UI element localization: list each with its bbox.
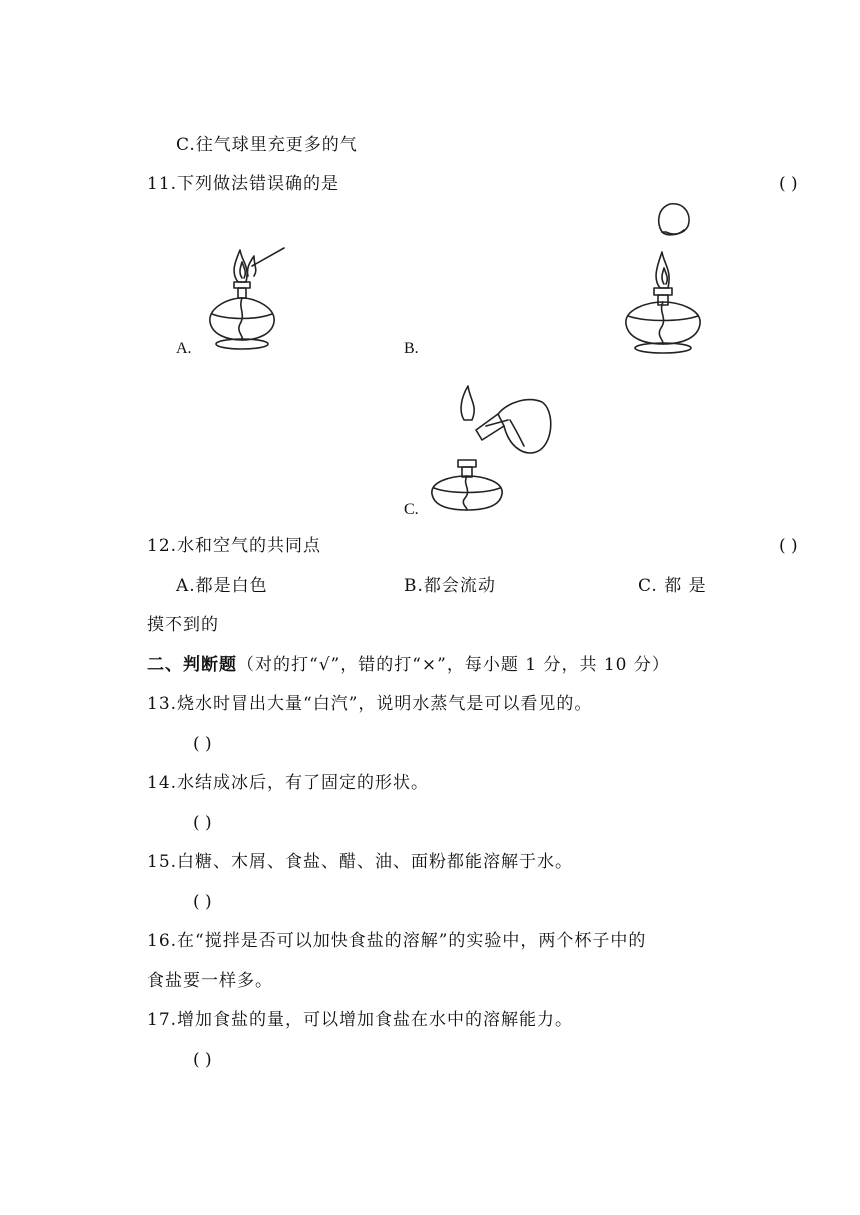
q14-stem: 14.水结成冰后，有了固定的形状。: [147, 773, 430, 793]
alcohol-lamp-lighting-lamp-image: [424, 380, 564, 516]
q12-option-a: A.都是白色: [176, 576, 268, 596]
q12-stem: 12.水和空气的共同点: [147, 536, 322, 556]
q12-option-c-continued: 摸不到的: [147, 615, 219, 635]
section-title: 二、判断题: [147, 655, 237, 675]
q11-stem: 11.下列做法错误确的是: [147, 174, 340, 194]
section-instructions: （对的打“√”，错的打“×”，每小题 1 分，共 10 分）: [237, 655, 670, 675]
q11-option-c-label: C.: [404, 501, 419, 518]
q11-option-b-label: B.: [404, 340, 419, 357]
q16-stem-line2: 食盐要一样多。: [147, 971, 273, 991]
q11-option-a-label: A.: [176, 340, 192, 357]
q13-stem: 13.烧水时冒出大量“白汽”，说明水蒸气是可以看见的。: [147, 694, 593, 714]
q12-answer-paren: ( ): [779, 536, 798, 556]
q12-option-b: B.都会流动: [404, 576, 496, 596]
q10-option-c: C.往气球里充更多的气: [176, 135, 358, 155]
alcohol-lamp-cap-image: [614, 196, 724, 356]
q13-answer-paren: ( ): [193, 734, 212, 754]
alcohol-lamp-match-image: [198, 236, 298, 356]
q17-stem: 17.增加食盐的量，可以增加食盐在水中的溶解能力。: [147, 1010, 574, 1030]
q14-answer-paren: ( ): [193, 813, 212, 833]
q12-option-c: C. 都 是: [638, 576, 707, 596]
q16-stem-line1: 16.在“搅拌是否可以加快食盐的溶解”的实验中，两个杯子中的: [147, 931, 647, 951]
q11-answer-paren: ( ): [779, 174, 798, 194]
q15-stem: 15.白糖、木屑、食盐、醋、油、面粉都能溶解于水。: [147, 852, 574, 872]
q15-answer-paren: ( ): [193, 892, 212, 912]
q17-answer-paren: ( ): [193, 1050, 212, 1070]
section-heading: [147, 654, 670, 676]
